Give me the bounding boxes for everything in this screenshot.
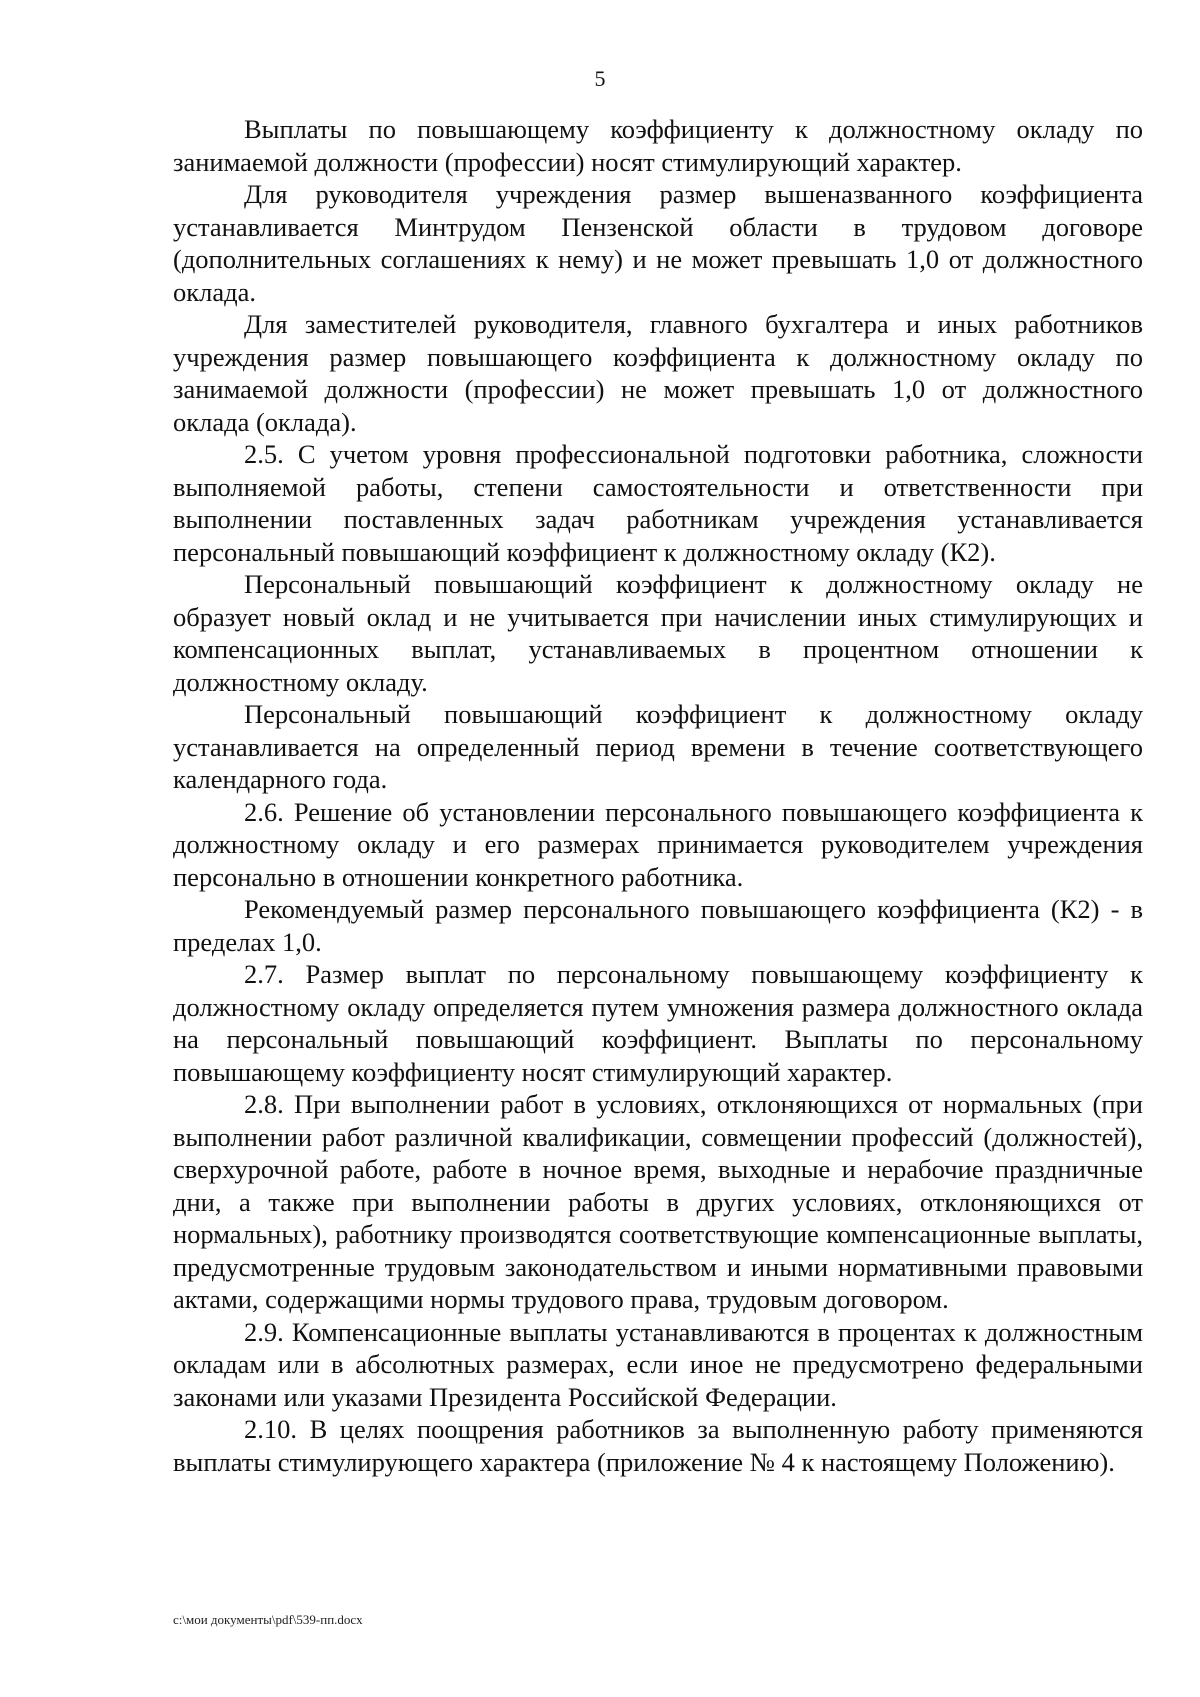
paragraph-2-9: 2.9. Компенсационные выплаты устанавливаются в процентах к должностным окладам или в абсолютных размерах, если иное не предусмотрено федеральными законами или указами Президента Российской Федерации. (173, 1316, 1143, 1412)
paragraph-2-8: 2.8. При выполнении работ в условиях, отклоняющихся от нормальных (при выполнении работ различной квалификации, совмещении профессий (должностей), сверхурочной работе, работе в ночное время, выходные и нерабочие праздничные дни, а также при выполнении работы в других условиях, отклоняющихся от нормальных), работнику производятся соответствующие компенсационные выплаты, предусмотренные трудовым законодательством и иными нормативными правовыми актами, содержащими нормы трудового права, трудовым договором. (173, 1089, 1143, 1314)
paragraph-2-7: 2.7. Размер выплат по персональному повышающему коэффициенту к должностному окладу определяется путем умножения размера должностного оклада на персональный повышающий коэффициент. Выплаты по персональному повышающему коэффициенту носят стимулирующий характер. (173, 959, 1143, 1087)
page-number: 5 (594, 66, 606, 91)
paragraph: Персональный повышающий коэффициент к должностному окладу устанавливается на определенный период времени в течение соответствующего календарного года. (173, 699, 1143, 794)
document-body (173, 113, 1143, 1478)
paragraph-2-6: 2.6. Решение об установлении персонального повышающего коэффициента к должностному окладу и его размерах принимается руководителем учреждения персонально в отношении конкретного работника. (173, 796, 1143, 892)
paragraph: Персональный повышающий коэффициент к должностному окладу не образует новый оклад и не учитывается при начислении иных стимулирующих и компенсационных выплат, устанавливаемых в процентном отношении к должностному окладу. (173, 569, 1143, 697)
paragraph-2-5: 2.5. С учетом уровня профессиональной подготовки работника, сложности выполняемой работы, степени самостоятельности и ответственности при выполнении поставленных задач работникам учреждения устанавливается персональный повышающий коэффициент к должностному окладу (К2). (173, 439, 1143, 567)
paragraph-2-10: 2.10. В целях поощрения работников за выполненную работу применяются выплаты стимулирующего характера (приложение № 4 к настоящему Положению). (173, 1414, 1143, 1477)
footer-file-path: c:\мои документы\pdf\539-пп.docx (173, 1612, 363, 1627)
paragraph: Рекомендуемый размер персонального повышающего коэффициента (К2) - в пределах 1,0. (173, 894, 1143, 957)
paragraph: Выплаты по повышающему коэффициенту к должностному окладу по занимаемой должности (профессии) носят стимулирующий характер. (173, 114, 1143, 177)
paragraph: Для заместителей руководителя, главного бухгалтера и иных работников учреждения размер повышающего коэффициента к должностному окладу по занимаемой должности (профессии) не может превышать 1,0 от должностного оклада (оклада). (173, 309, 1143, 437)
paragraph: Для руководителя учреждения размер вышеназванного коэффициента устанавливается Минтрудом Пензенской области в трудовом договоре (дополнительных соглашениях к нему) и не может превышать 1,0 от должностного оклада. (173, 179, 1143, 307)
